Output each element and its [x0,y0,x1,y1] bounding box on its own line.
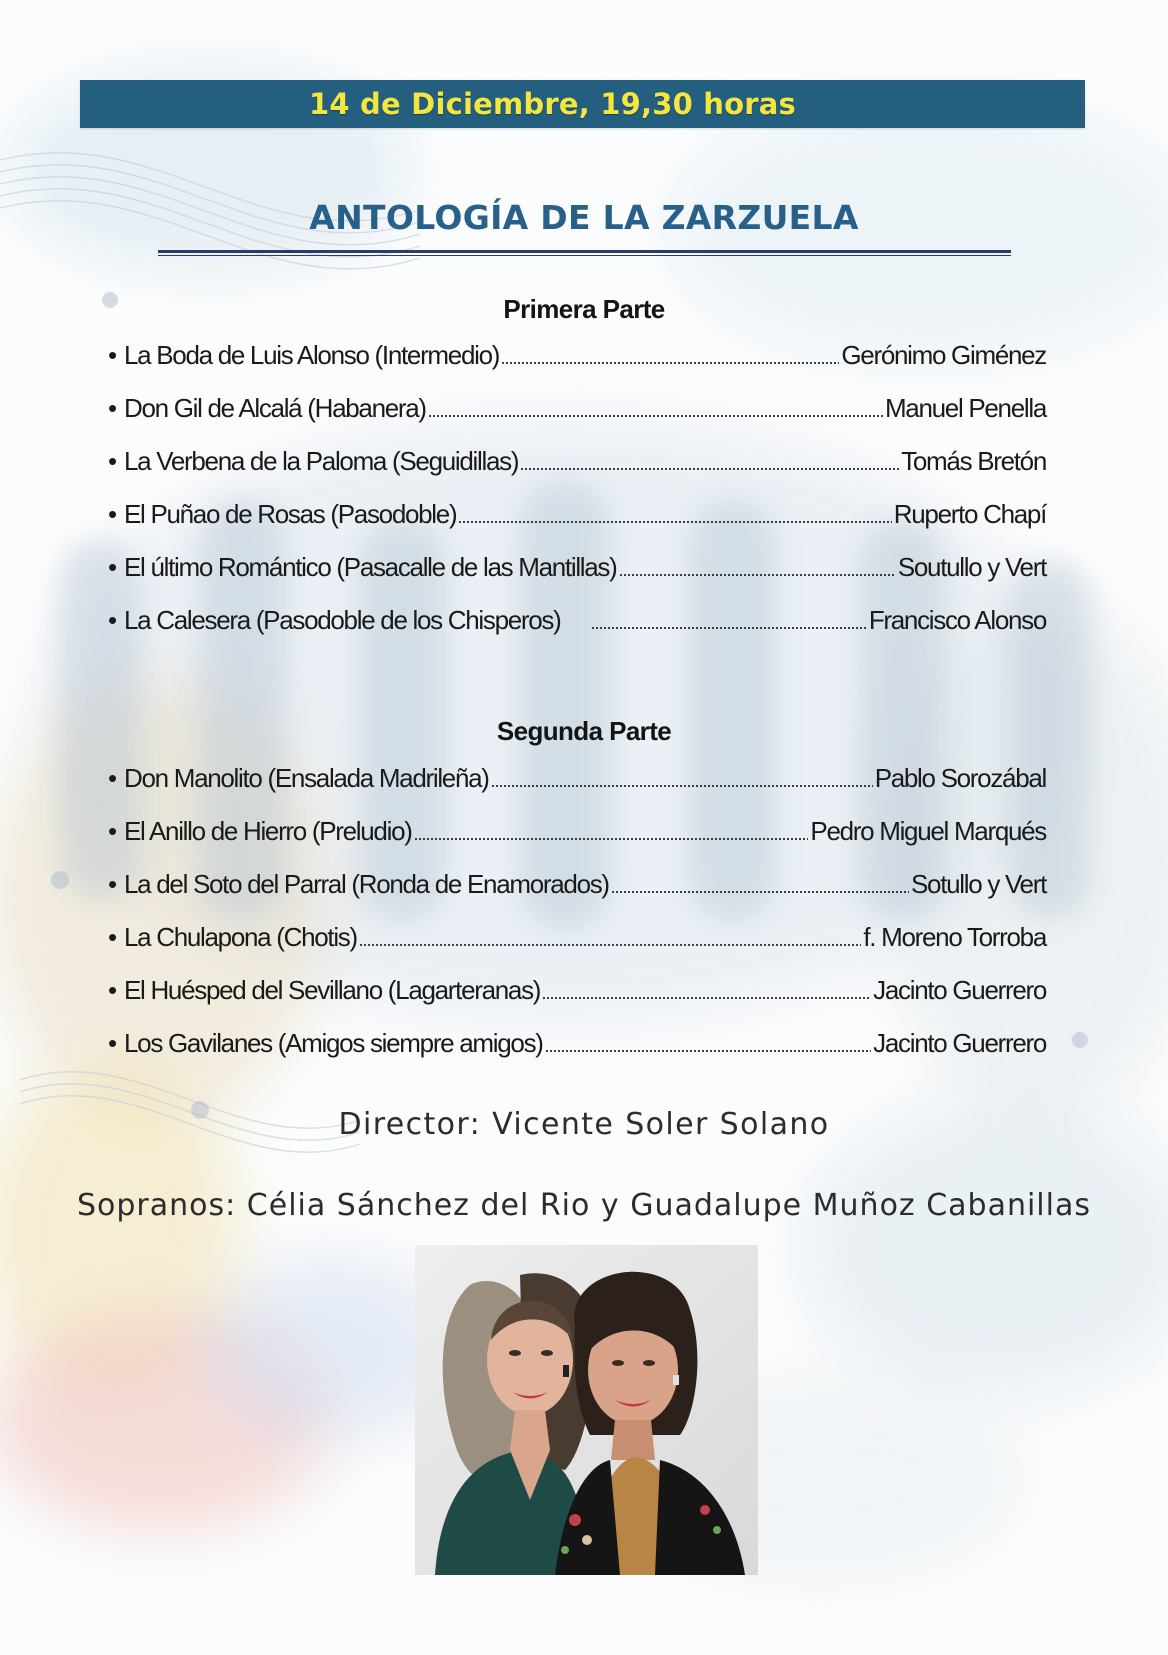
program-item [108,975,1046,1028]
piece-title: El Puñao de Rosas (Pasodoble) [124,499,457,529]
piece-title: La del Soto del Parral (Ronda de Enamorados) [124,869,609,899]
bullet-icon: • [108,1028,118,1058]
program-item [108,340,1046,393]
piece-title: La Boda de Luis Alonso (Intermedio) [124,340,500,370]
program-item [108,922,1046,975]
program-item [108,393,1046,446]
composer-name: Manuel Penella [884,393,1046,423]
program-item [108,869,1046,922]
dot-leader [501,362,839,364]
bullet-icon: • [108,975,118,1005]
program-item [108,816,1046,869]
piece-title: El último Romántico (Pasacalle de las Mantillas) [124,552,617,582]
dot-leader [619,574,896,576]
piece-title: Don Gil de Alcalá (Habanera) [124,393,426,423]
dot-leader [545,1050,872,1052]
bullet-icon: • [108,763,118,793]
sopranos-credit: Sopranos: Célia Sánchez del Rio y Guadalupe Muñoz Cabanillas [76,1188,1091,1223]
dot-leader [414,838,809,840]
composer-name: Ruperto Chapí [893,499,1046,529]
dot-leader [359,944,862,946]
program-item [108,499,1046,552]
program-item [108,446,1046,499]
piece-title: Don Manolito (Ensalada Madrileña) [124,763,489,793]
director-credit: Director: Vicente Soler Solano [338,1107,830,1142]
piece-title: La Calesera (Pasodoble de los Chisperos) [124,605,561,635]
piece-title: El Huésped del Sevillano (Lagarteranas) [124,975,541,1005]
dot-leader [520,468,899,470]
bullet-icon: • [108,552,118,582]
piece-title: Los Gavilanes (Amigos siempre amigos) [124,1028,543,1058]
program-item [108,1028,1046,1081]
composer-name: Pablo Sorozábal [874,763,1046,793]
part1-program-list [108,340,1046,658]
composer-name: Jacinto Guerrero [873,1028,1046,1058]
composer-name: Francisco Alonso [868,605,1046,635]
dot-leader [428,415,883,417]
composer-name: Soutullo y Vert [897,552,1046,582]
date-banner [80,80,1085,128]
composer-name: Gerónimo Giménez [841,340,1046,370]
composer-name: Jacinto Guerrero [873,975,1046,1005]
dot-leader [542,997,871,999]
program-item [108,552,1046,605]
program-item [108,763,1046,816]
bullet-icon: • [108,922,118,952]
bullet-icon: • [108,816,118,846]
bullet-icon: • [108,446,118,476]
part2-heading: Segunda Parte [496,716,672,746]
program-title: ANTOLOGÍA DE LA ZARZUELA [309,198,859,237]
part2-program-list [108,763,1046,1081]
program-item [108,605,1046,658]
sopranos-photo [415,1245,758,1575]
title-underline [158,250,1011,256]
part1-heading: Primera Parte [503,294,665,324]
composer-name: Pedro Miguel Marqués [810,816,1046,846]
bullet-icon: • [108,499,118,529]
bullet-icon: • [108,393,118,423]
dot-leader [611,891,909,893]
dot-leader [458,521,891,523]
piece-title: La Verbena de la Paloma (Seguidillas) [124,446,519,476]
piece-title: El Anillo de Hierro (Preludio) [124,816,412,846]
bullet-icon: • [108,340,118,370]
bullet-icon: • [108,605,118,635]
bullet-icon: • [108,869,118,899]
composer-name: Sotullo y Vert [911,869,1046,899]
concert-date: 14 de Diciembre, 19,30 horas [309,87,796,121]
dot-leader [491,785,873,787]
composer-name: Tomás Bretón [901,446,1046,476]
piece-title: La Chulapona (Chotis) [124,922,357,952]
composer-name: f. Moreno Torroba [863,922,1046,952]
dot-leader [591,627,867,629]
